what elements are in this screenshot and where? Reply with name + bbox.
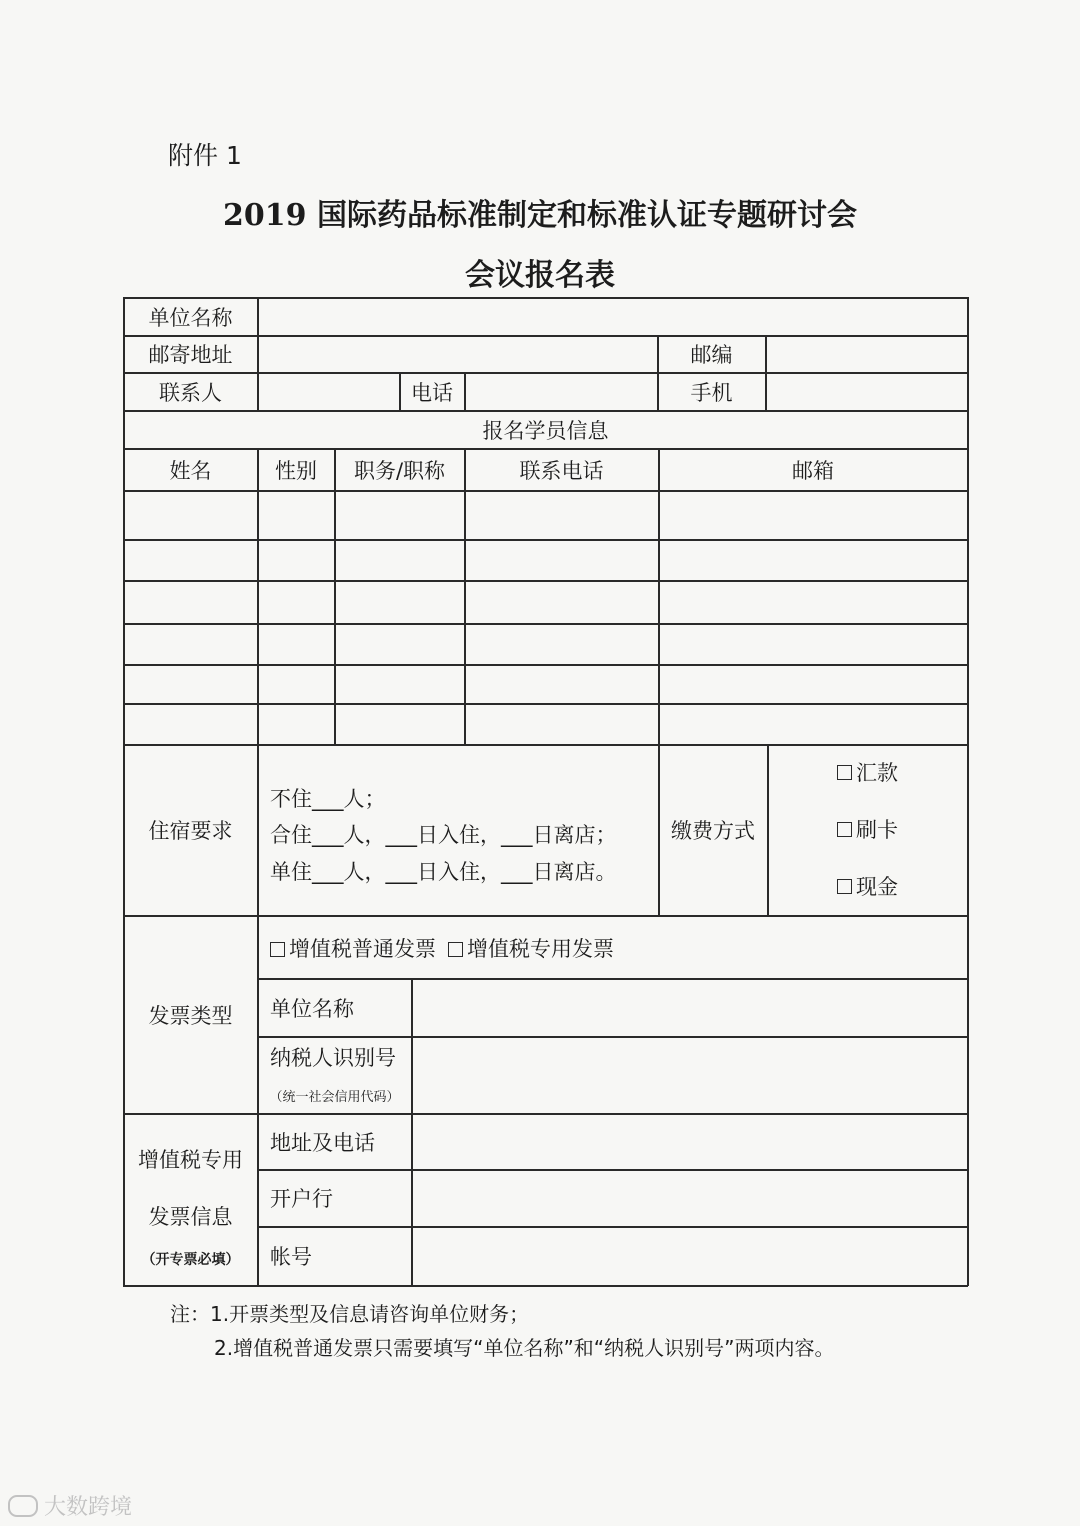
address-label: 邮寄地址 <box>148 343 233 367</box>
form-notes <box>170 1297 835 1365</box>
student-title-cell[interactable] <box>335 704 464 744</box>
taxpayer-id-field[interactable] <box>413 1037 967 1113</box>
checkbox-icon[interactable] <box>270 942 285 957</box>
vat-info-required-note: （开专票必填） <box>141 1252 240 1268</box>
student-title-cell[interactable] <box>335 624 464 664</box>
mobile-field[interactable] <box>767 373 967 410</box>
lodging-option-shared[interactable]: 合住___人，___日入住，___日离店； <box>270 823 617 847</box>
table-border <box>123 297 125 1286</box>
payment-option-remit[interactable] <box>768 757 967 787</box>
student-phone-cell[interactable] <box>465 624 658 664</box>
student-gender-cell[interactable] <box>258 581 334 623</box>
student-title-cell[interactable] <box>335 491 464 539</box>
student-phone-cell[interactable] <box>465 665 658 703</box>
student-name-cell[interactable] <box>124 581 257 623</box>
student-email-cell[interactable] <box>659 491 967 539</box>
invoice-option-special[interactable] <box>448 933 614 963</box>
checkbox-icon[interactable] <box>837 822 852 837</box>
student-phone-cell[interactable] <box>465 581 658 623</box>
checkbox-icon[interactable] <box>448 942 463 957</box>
bank-label: 开户行 <box>270 1187 333 1211</box>
table-border <box>123 448 968 450</box>
lodging-option-none[interactable]: 不住___人； <box>270 787 386 811</box>
table-border <box>123 410 968 412</box>
student-name-cell[interactable] <box>124 491 257 539</box>
student-gender-cell[interactable] <box>258 665 334 703</box>
postcode-field[interactable] <box>767 336 967 372</box>
invoice-option-label: 增值税普通发票 <box>289 937 436 961</box>
invoice-unit-name-field[interactable] <box>413 979 967 1036</box>
table-border <box>967 297 969 1286</box>
table-border <box>767 744 769 915</box>
address-field[interactable] <box>259 336 657 372</box>
lodging-label: 住宿要求 <box>148 819 233 843</box>
unit-name-field[interactable] <box>259 298 967 335</box>
student-gender-cell[interactable] <box>258 491 334 539</box>
column-header-phone: 联系电话 <box>519 458 604 483</box>
phone-field[interactable] <box>466 373 657 410</box>
student-phone-cell[interactable] <box>465 704 658 744</box>
table-border <box>657 335 659 410</box>
note-line-2: 2.增值税普通发票只需要填写“单位名称”和“纳税人识别号”两项内容。 <box>214 1336 835 1360</box>
payment-option-label: 汇款 <box>856 761 898 785</box>
student-email-cell[interactable] <box>659 665 967 703</box>
student-title-cell[interactable] <box>335 540 464 580</box>
vat-info-label-line1: 增值税专用 <box>138 1148 243 1172</box>
students-section-title: 报名学员信息 <box>482 418 609 443</box>
watermark-logo-icon <box>8 1495 38 1517</box>
page-title: 2019 国际药品标准制定和标准认证专题研讨会 <box>223 198 857 233</box>
invoice-type-label: 发票类型 <box>148 1003 233 1028</box>
table-border <box>123 1285 968 1287</box>
table-border <box>123 915 968 917</box>
contact-field[interactable] <box>259 373 399 410</box>
column-header-title: 职务/职称 <box>353 458 446 483</box>
payment-option-label: 刷卡 <box>856 818 898 842</box>
column-header-name: 姓名 <box>169 458 212 483</box>
table-border <box>123 744 968 746</box>
watermark-text: 大数跨境 <box>44 1495 133 1520</box>
column-header-email: 邮箱 <box>792 458 834 483</box>
invoice-unit-name-label: 单位名称 <box>270 996 354 1021</box>
student-gender-cell[interactable] <box>258 704 334 744</box>
account-label: 帐号 <box>270 1245 312 1269</box>
payment-option-cash[interactable] <box>768 871 967 901</box>
student-email-cell[interactable] <box>659 581 967 623</box>
account-field[interactable] <box>413 1227 967 1285</box>
invoice-option-general[interactable] <box>270 933 436 963</box>
payment-option-card[interactable] <box>768 814 967 844</box>
student-phone-cell[interactable] <box>465 491 658 539</box>
form-subtitle: 会议报名表 <box>465 258 615 293</box>
vat-info-label-line2: 发票信息 <box>148 1205 233 1229</box>
table-border <box>399 372 401 410</box>
address-phone-field[interactable] <box>413 1114 967 1169</box>
payment-label: 缴费方式 <box>671 819 755 843</box>
column-header-gender: 性别 <box>275 458 317 483</box>
checkbox-icon[interactable] <box>837 879 852 894</box>
checkbox-icon[interactable] <box>837 765 852 780</box>
watermark <box>8 1490 132 1521</box>
invoice-option-label: 增值税专用发票 <box>467 937 614 961</box>
address-phone-label: 地址及电话 <box>270 1131 375 1155</box>
student-phone-cell[interactable] <box>465 540 658 580</box>
student-name-cell[interactable] <box>124 665 257 703</box>
mobile-label: 手机 <box>690 380 733 405</box>
student-gender-cell[interactable] <box>258 624 334 664</box>
note-line-1: 注：1.开票类型及信息请咨询单位财务； <box>170 1302 530 1326</box>
student-title-cell[interactable] <box>335 665 464 703</box>
student-name-cell[interactable] <box>124 624 257 664</box>
contact-label: 联系人 <box>159 380 222 405</box>
student-email-cell[interactable] <box>659 540 967 580</box>
unit-name-label: 单位名称 <box>148 305 233 330</box>
student-email-cell[interactable] <box>659 704 967 744</box>
invoice-type-options <box>258 932 958 964</box>
taxpayer-id-label: 纳税人识别号 <box>270 1046 396 1070</box>
lodging-option-single[interactable]: 单住___人，___日入住，___日离店。 <box>270 860 617 884</box>
payment-option-label: 现金 <box>856 875 898 899</box>
postcode-label: 邮编 <box>690 343 733 367</box>
student-name-cell[interactable] <box>124 704 257 744</box>
student-gender-cell[interactable] <box>258 540 334 580</box>
bank-field[interactable] <box>413 1170 967 1226</box>
phone-label: 电话 <box>411 380 453 405</box>
student-title-cell[interactable] <box>335 581 464 623</box>
taxpayer-id-note: （统一社会信用代码） <box>269 1089 400 1105</box>
student-name-cell[interactable] <box>124 540 257 580</box>
student-email-cell[interactable] <box>659 624 967 664</box>
attachment-label: 附件 1 <box>168 141 242 170</box>
